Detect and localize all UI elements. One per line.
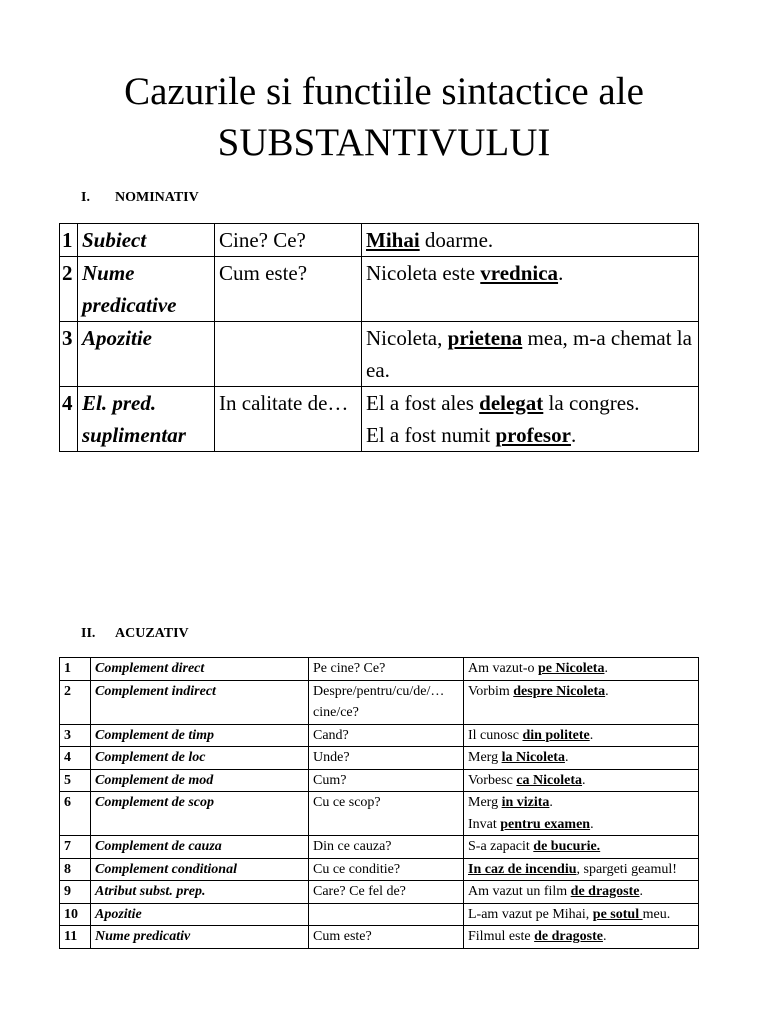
table-row [60, 792, 699, 836]
example-text: Vorbesc [468, 772, 517, 788]
section-label: NOMINATIV [115, 190, 199, 205]
question: Cum este? [309, 926, 464, 949]
function-name: Apozitie [78, 322, 215, 387]
example [464, 658, 699, 681]
table-row [60, 926, 699, 949]
highlighted-word: pe sotul [592, 906, 643, 922]
example [464, 881, 699, 904]
example [464, 747, 699, 770]
table-row [60, 769, 699, 792]
example-text: Nicoleta, [366, 326, 448, 350]
question: Cine? Ce? [215, 224, 362, 257]
example [464, 836, 699, 859]
section-heading-nominativ [81, 190, 199, 206]
highlighted-word: pentru examen [500, 816, 591, 832]
example [464, 769, 699, 792]
example [464, 858, 699, 881]
row-number: 1 [60, 224, 78, 257]
example [464, 680, 699, 724]
row-number: 3 [60, 322, 78, 387]
highlighted-word: in vizita [501, 795, 550, 810]
document-title [0, 66, 768, 168]
example-text: Vorbim [468, 683, 514, 699]
section-number: I. [81, 190, 90, 205]
question: Unde? [309, 747, 464, 770]
row-number: 2 [60, 680, 91, 724]
example-text: . [590, 816, 594, 832]
row-number: 8 [60, 858, 91, 881]
highlighted-word: de dragoste [534, 929, 603, 944]
highlighted-word: Mihai [366, 228, 420, 252]
example-text: . [589, 727, 594, 743]
highlighted-word: In caz de incendiu [468, 861, 577, 877]
highlighted-word: din politete [522, 727, 590, 743]
function-name: Complement de cauza [91, 836, 309, 859]
example-text: , spargeti geamul! [576, 861, 677, 877]
example [362, 322, 699, 387]
table-row [60, 903, 699, 926]
row-number: 7 [60, 836, 91, 859]
function-name: Subiect [78, 224, 215, 257]
question: Cu ce conditie? [309, 858, 464, 881]
example-text: . [639, 884, 643, 899]
highlighted-word: despre Nicoleta [513, 683, 606, 699]
highlighted-word: pe Nicoleta [537, 661, 605, 676]
highlighted-word: la Nicoleta [501, 750, 565, 765]
acuzativ-table [59, 657, 699, 949]
function-name: Atribut subst. prep. [91, 881, 309, 904]
function-name: Nume predicativ [91, 926, 309, 949]
example-text: Am vazut-o [468, 661, 538, 676]
question: Din ce cauza? [309, 836, 464, 859]
row-number: 4 [60, 747, 91, 770]
example-text: Invat [468, 816, 501, 832]
function-name: Nume predicative [78, 257, 215, 322]
section-number: II. [81, 626, 96, 641]
highlighted-word: delegat [479, 391, 544, 415]
row-number: 4 [60, 387, 78, 452]
example-text: mea, m-a chemat la ea. [366, 326, 692, 382]
title-line-1: Cazurile si functiile sintactice ale [124, 70, 644, 113]
example-text: El a fost ales [366, 391, 480, 415]
example [464, 792, 699, 836]
example-text: Merg [468, 750, 502, 765]
example-text: . [582, 772, 586, 788]
table-row [60, 322, 699, 387]
example-text: Am vazut un film [468, 884, 571, 899]
nominativ-table [59, 223, 699, 452]
title-line-2: SUBSTANTIVULUI [217, 121, 551, 164]
function-name: Complement de timp [91, 724, 309, 747]
example [464, 903, 699, 926]
table-row [60, 658, 699, 681]
highlighted-word: prietena [447, 326, 523, 350]
example-text: . [564, 750, 569, 765]
example-text: S-a zapacit [468, 839, 534, 854]
row-number: 9 [60, 881, 91, 904]
row-number: 2 [60, 257, 78, 322]
example [464, 724, 699, 747]
question: Care? Ce fel de? [309, 881, 464, 904]
question: Pe cine? Ce? [309, 658, 464, 681]
example-text: Filmul este [468, 929, 535, 944]
example-text: . [570, 423, 577, 447]
example-text: Merg [468, 795, 502, 810]
row-number: 3 [60, 724, 91, 747]
example-text: meu. [642, 906, 671, 922]
function-name: Apozitie [91, 903, 309, 926]
row-number: 10 [60, 903, 91, 926]
table-row [60, 387, 699, 452]
section-label: ACUZATIV [115, 626, 189, 641]
example-text: L-am vazut pe Mihai, [468, 906, 593, 922]
question: Cu ce scop? [309, 792, 464, 836]
example [362, 257, 699, 322]
table-row [60, 257, 699, 322]
example [464, 926, 699, 949]
question [309, 903, 464, 926]
highlighted-word: ca Nicoleta [516, 772, 583, 788]
example-text: . [602, 929, 607, 944]
function-name: Complement indirect [91, 680, 309, 724]
example-text: . [605, 683, 609, 699]
question [215, 322, 362, 387]
row-number: 6 [60, 792, 91, 836]
highlighted-word: vrednica [480, 261, 559, 285]
table-row [60, 747, 699, 770]
table-row [60, 680, 699, 724]
function-name: Complement direct [91, 658, 309, 681]
question: Cum este? [215, 257, 362, 322]
function-name: Complement conditional [91, 858, 309, 881]
example-text: . [604, 661, 608, 676]
question: Cum? [309, 769, 464, 792]
example-text: la congres. [543, 391, 640, 415]
table-row [60, 858, 699, 881]
example [362, 224, 699, 257]
row-number: 11 [60, 926, 91, 949]
highlighted-word: de bucurie. [533, 839, 601, 854]
function-name: Complement de mod [91, 769, 309, 792]
example-text: . [549, 795, 553, 810]
table-row [60, 724, 699, 747]
example-text: doarme. [419, 228, 494, 252]
table-row [60, 224, 699, 257]
question: Despre/pentru/cu/de/…cine/ce? [309, 680, 464, 724]
table-row [60, 836, 699, 859]
example-text: El a fost numit [366, 423, 496, 447]
table-row [60, 881, 699, 904]
question: In calitate de… [215, 387, 362, 452]
question: Cand? [309, 724, 464, 747]
example-text: . [558, 261, 564, 285]
function-name: El. pred. suplimentar [78, 387, 215, 452]
function-name: Complement de loc [91, 747, 309, 770]
section-heading-acuzativ [81, 626, 189, 642]
example [362, 387, 699, 452]
function-name: Complement de scop [91, 792, 309, 836]
row-number: 5 [60, 769, 91, 792]
example-text: Il cunosc [468, 727, 523, 743]
row-number: 1 [60, 658, 91, 681]
highlighted-word: de dragoste [570, 884, 640, 899]
highlighted-word: profesor [495, 423, 571, 447]
example-text: Nicoleta este [366, 261, 481, 285]
